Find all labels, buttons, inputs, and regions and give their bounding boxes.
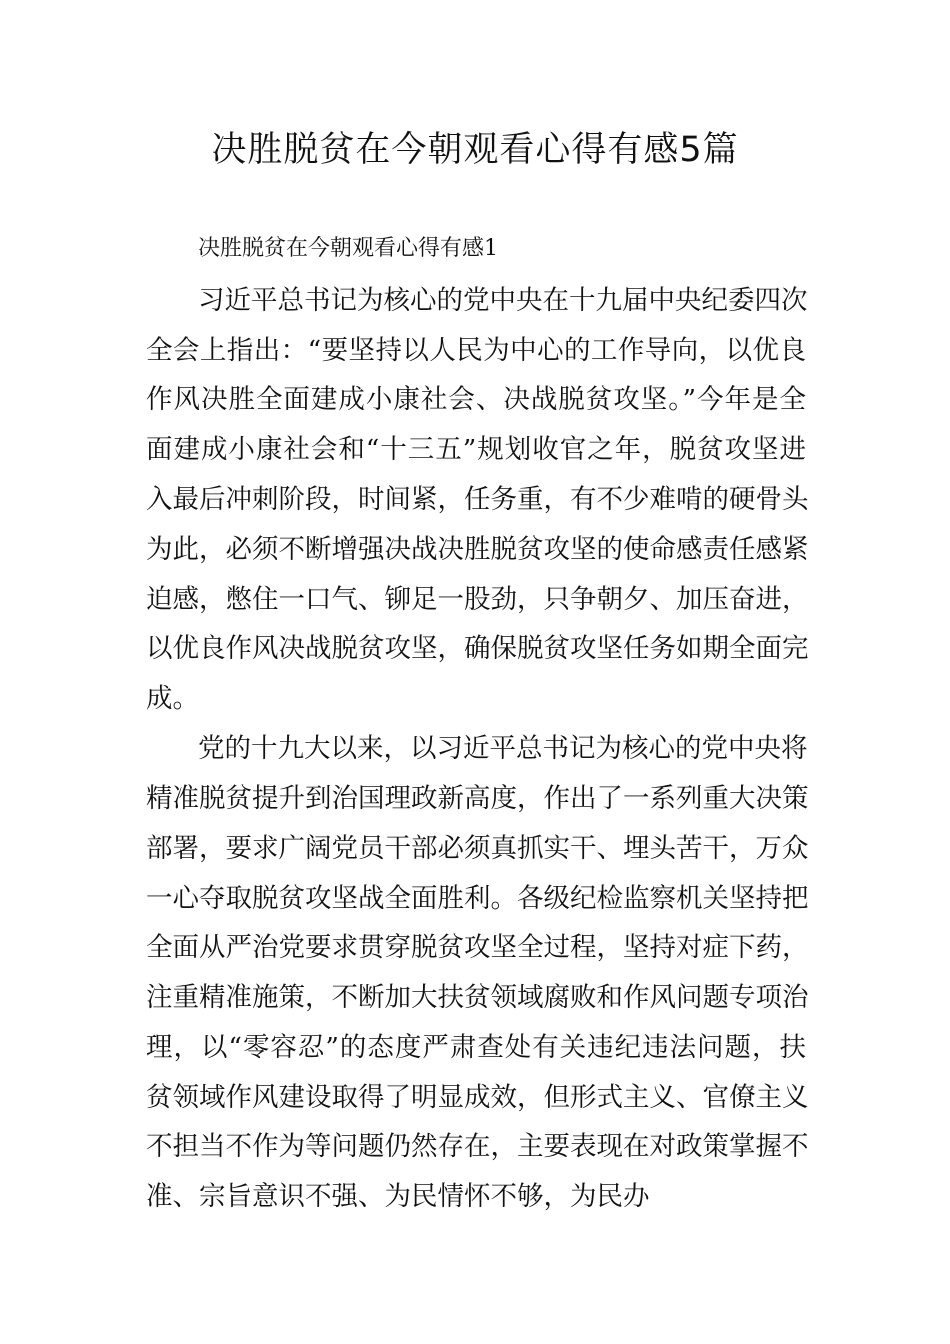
paragraph-2-line-5: 全面从严治党要求贯穿脱贫攻坚全过程，坚持对症下药， (146, 932, 809, 963)
paragraph-2-line-8: 贫领域作风建设取得了明显成效，但形式主义、官僚主义 (146, 1082, 809, 1113)
paragraph-2-line-4: 一心夺取脱贫攻坚战全面胜利。各级纪检监察机关坚持把 (146, 883, 809, 914)
paragraph-1-line-7: 迫感，憋住一口气、铆足一股劲，只争朝夕、加压奋进， (146, 584, 809, 615)
paragraph-2-line-3: 部署，要求广阔党员干部必须真抓实干、埋头苦干，万众 (146, 833, 809, 864)
document-title: 决胜脱贫在今朝观看心得有感5篇 (211, 130, 739, 170)
paragraph-2-line-2: 精准脱贫提升到治国理政新高度，作出了一系列重大决策 (146, 783, 809, 814)
paragraph-1-line-1: 习近平总书记为核心的党中央在十九届中央纪委四次 (198, 285, 808, 316)
paragraph-2-line-7: 理，以“零容忍”的态度严肃查处有关违纪违法问题，扶 (146, 1032, 806, 1063)
paragraph-2-line-1: 党的十九大以来，以习近平总书记为核心的党中央将 (198, 733, 808, 764)
paragraph-1-line-4: 面建成小康社会和“十三五”规划收官之年，脱贫攻坚进 (146, 434, 806, 465)
paragraph-1-line-9: 成。 (146, 683, 199, 714)
paragraph-1-line-5: 入最后冲刺阶段，时间紧，任务重，有不少难啃的硬骨头 (146, 484, 809, 515)
paragraph-1-line-8: 以优良作风决战脱贫攻坚，确保脱贫攻坚任务如期全面完 (146, 633, 809, 664)
paragraph-2-line-10: 准、宗旨意识不强、为民情怀不够，为民办 (146, 1181, 650, 1212)
paragraph-1-line-3: 作风决胜全面建成小康社会、决战脱贫攻坚。”今年是全 (146, 384, 806, 415)
paragraph-2-line-9: 不担当不作为等问题仍然存在，主要表现在对政策掌握不 (146, 1131, 809, 1162)
paragraph-1-line-2: 全会上指出：“要坚持以人民为中心的工作导向，以优良 (146, 335, 806, 366)
section-heading: 决胜脱贫在今朝观看心得有感1 (198, 236, 498, 261)
paragraph-2-line-6: 注重精准施策，不断加大扶贫领域腐败和作风问题专项治 (146, 982, 809, 1013)
paragraph-1-line-6: 为此，必须不断增强决战决胜脱贫攻坚的使命感责任感紧 (146, 534, 809, 565)
